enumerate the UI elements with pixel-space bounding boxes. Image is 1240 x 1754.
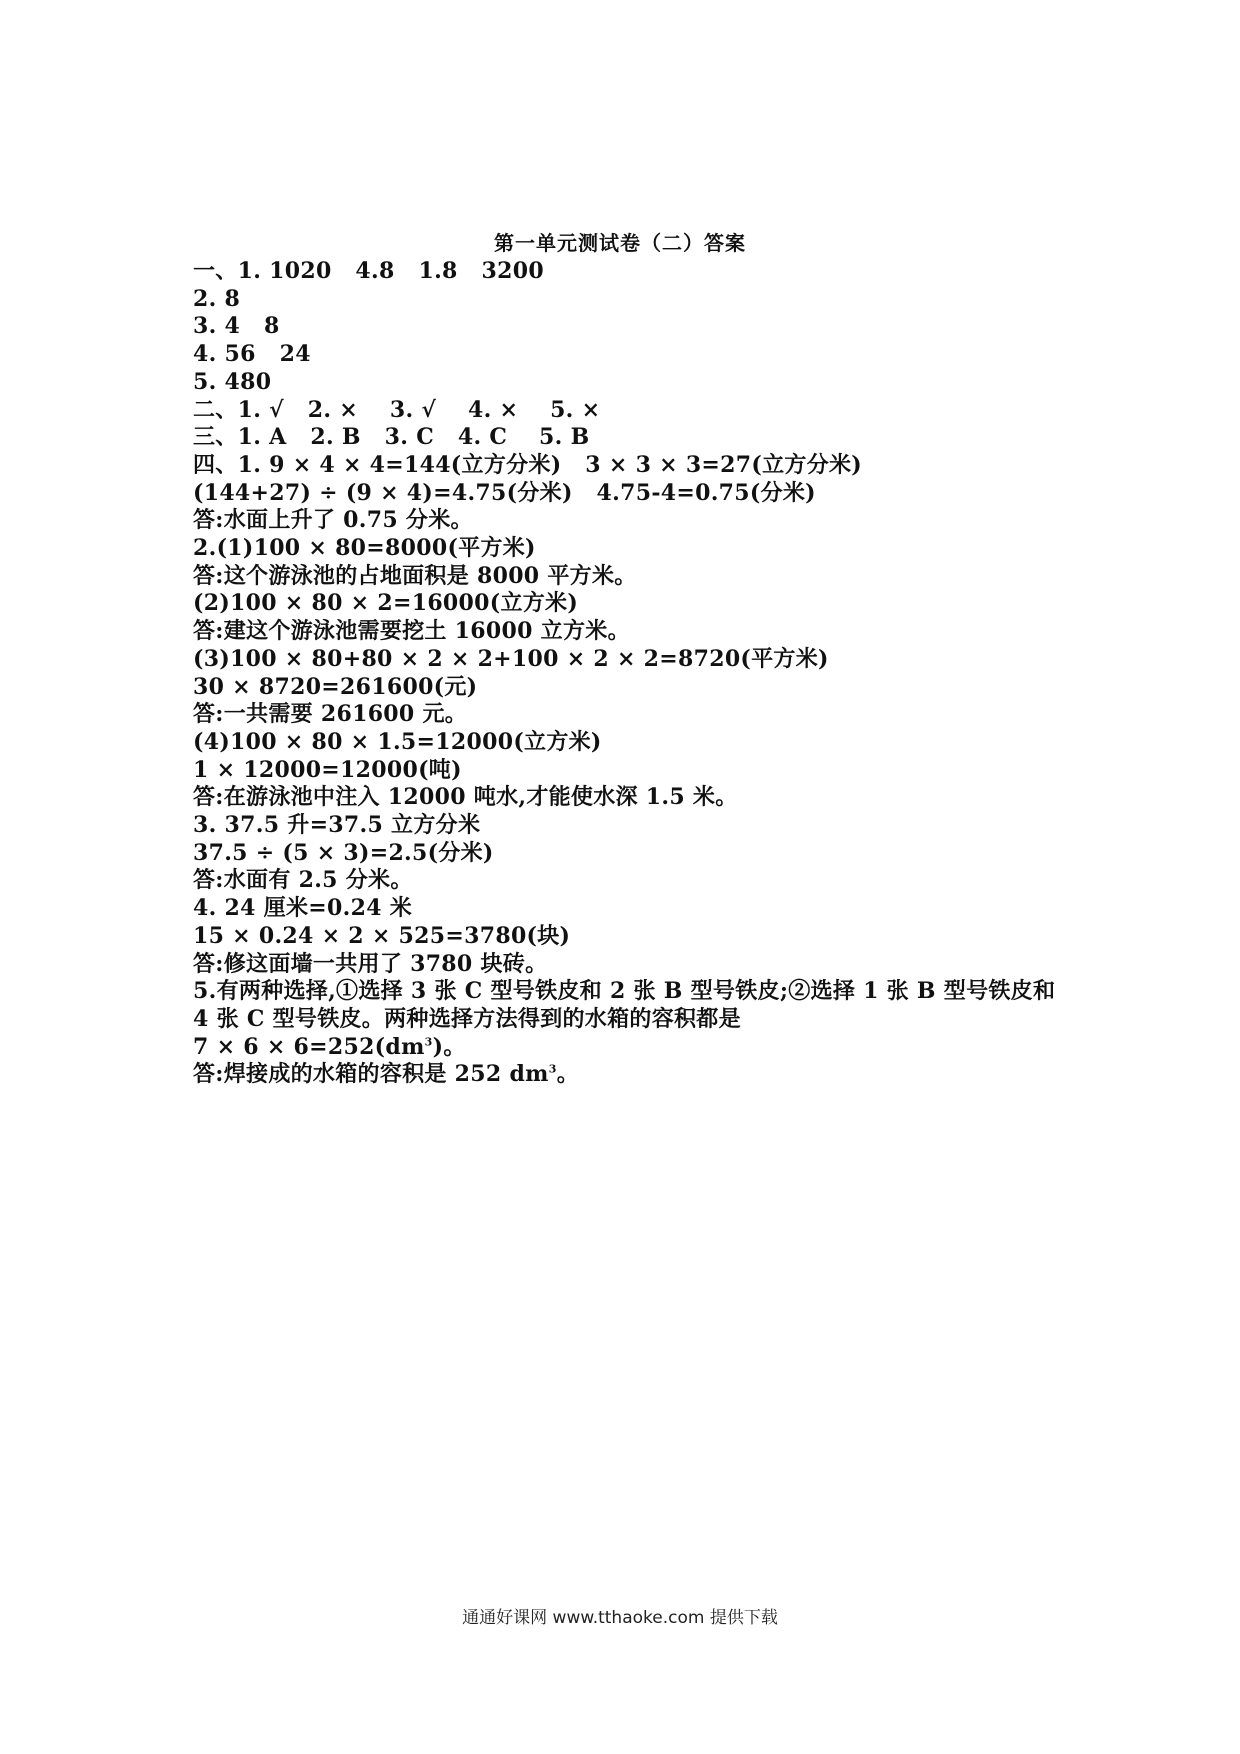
answer-line: 答:一共需要 261600 元。: [193, 701, 468, 728]
answer-line: 4. 56 24: [193, 341, 311, 368]
final-answer-exponent: 3: [548, 1063, 557, 1077]
answer-line: 30 × 8720=261600(元): [193, 673, 478, 700]
volume-exponent: 3: [424, 1035, 433, 1049]
answer-line: 答:水面上升了 0.75 分米。: [193, 507, 473, 534]
answer-line: 答:水面有 2.5 分米。: [193, 867, 413, 894]
answer-line: 1 × 12000=12000(吨): [193, 756, 462, 783]
answer-line: 二、1. √ 2. × 3. √ 4. × 5. ×: [193, 396, 601, 423]
answer-line: 4. 24 厘米=0.24 米: [193, 895, 413, 922]
answer-list: [193, 258, 1073, 1089]
answer-line: 答:在游泳池中注入 12000 吨水,才能使水深 1.5 米。: [193, 784, 738, 811]
answer-line: (3)100 × 80+80 × 2 × 2+100 × 2 × 2=8720(平方米): [193, 645, 829, 672]
volume-text-end: )。: [432, 1033, 466, 1060]
answer-line: 一、1. 1020 4.8 1.8 3200: [193, 258, 544, 284]
answer-line: 答:修这面墙一共用了 3780 块砖。: [193, 950, 548, 977]
answer-line: 四、1. 9 × 4 × 4=144(立方分米) 3 × 3 × 3=27(立方分米): [193, 451, 862, 478]
final-answer-text: 答:焊接成的水箱的容积是 252 dm: [193, 1061, 549, 1088]
answer-line: 37.5 ÷ (5 × 3)=2.5(分米): [193, 839, 494, 866]
answer-line: 答:建这个游泳池需要挖土 16000 立方米。: [193, 618, 630, 645]
answer-line: 2. 8: [193, 285, 241, 312]
answer-line: 15 × 0.24 × 2 × 525=3780(块): [193, 922, 571, 949]
answer-line: (2)100 × 80 × 2=16000(立方米): [193, 590, 579, 617]
page-title: 第一单元测试卷（二）答案: [494, 231, 746, 255]
answer-line: (144+27) ÷ (9 × 4)=4.75(分米) 4.75-4=0.75(分米): [193, 479, 816, 506]
answer-line: 答:这个游泳池的占地面积是 8000 平方米。: [193, 562, 637, 589]
answer-line: 3. 37.5 升=37.5 立方分米: [193, 812, 481, 839]
footer-credit: 通通好课网 www.tthaoke.com 提供下载: [462, 1608, 778, 1628]
volume-line: [193, 1034, 1073, 1062]
answer-line: (4)100 × 80 × 1.5=12000(立方米): [193, 728, 602, 755]
answer-line: 5.有两种选择,①选择 3 张 C 型号铁皮和 2 张 B 型号铁皮;②选择 1 张 B 型号铁皮和 4 张 C 型号铁皮。两种选择方法得到的水箱的容积都是: [193, 978, 1056, 1032]
final-answer-line: [193, 1061, 1073, 1089]
answer-line: 2.(1)100 × 80=8000(平方米): [193, 535, 536, 562]
final-answer-text-end: 。: [556, 1061, 580, 1088]
answer-line: 5. 480: [193, 368, 272, 395]
answer-line: 3. 4 8: [193, 313, 280, 340]
answer-line: 三、1. A 2. B 3. C 4. C 5. B: [193, 424, 590, 451]
volume-text: 7 × 6 × 6=252(dm: [193, 1033, 425, 1060]
